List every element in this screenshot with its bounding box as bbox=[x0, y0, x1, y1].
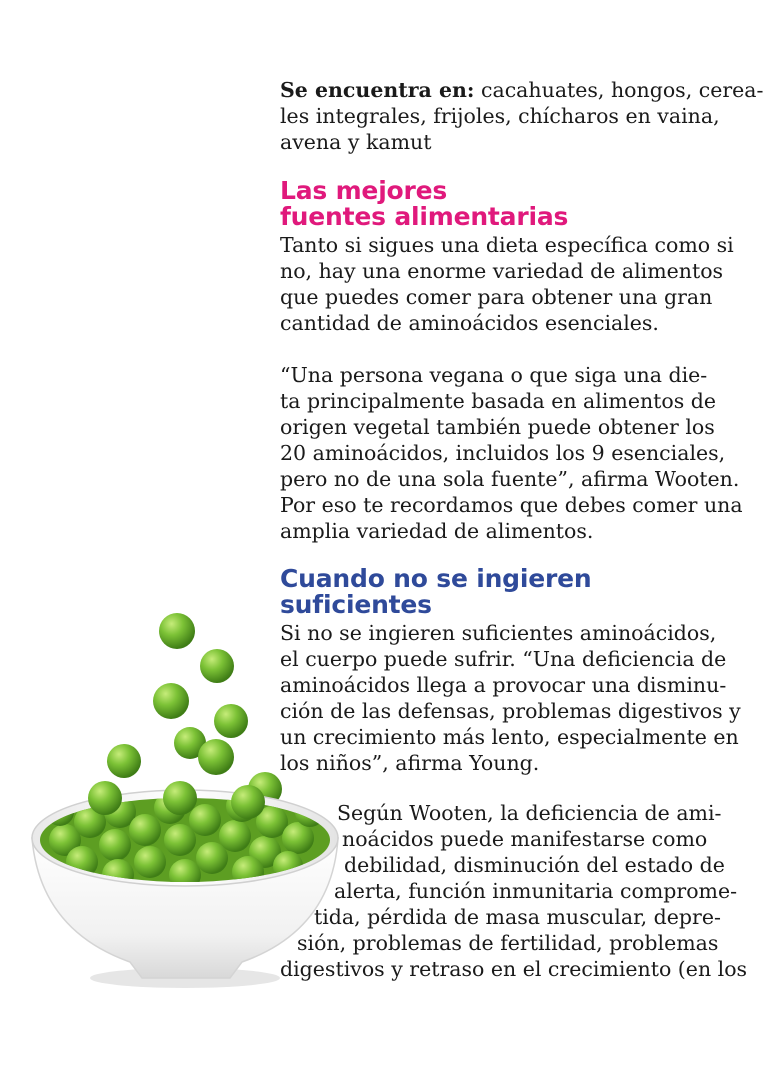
best-sources-paragraph-1 bbox=[280, 232, 734, 336]
insufficient-paragraph-2 bbox=[280, 800, 748, 982]
text-line: amplia variedad de alimentos. bbox=[280, 519, 594, 543]
falling-peas bbox=[107, 613, 282, 806]
text-line: digestivos y retraso en el crecimiento (en los bbox=[280, 957, 748, 981]
text-line: “Una persona vegana o que siga una die- bbox=[280, 363, 708, 387]
text-line: sión, problemas de fertilidad, problemas bbox=[297, 931, 719, 955]
heading-line: Cuando no se ingieren bbox=[280, 564, 592, 593]
text-line: tida, pérdida de masa muscular, depre- bbox=[314, 905, 721, 929]
text-line: cantidad de aminoácidos esenciales. bbox=[280, 311, 659, 335]
text-line: que puedes comer para obtener una gran bbox=[280, 285, 713, 309]
text-line: alerta, función inmunitaria comprome- bbox=[334, 879, 738, 903]
text-line: no, hay una enorme variedad de alimentos bbox=[280, 259, 724, 283]
text-line: Tanto si sigues una dieta específica como si bbox=[280, 233, 734, 257]
text-line: Si no se ingieren suficientes aminoácidos, bbox=[280, 621, 717, 645]
bowl-of-peas-image bbox=[20, 600, 340, 1000]
heading-line: fuentes alimentarias bbox=[280, 202, 569, 231]
intro-label: Se encuentra en: bbox=[280, 78, 475, 102]
intro-line-3: avena y kamut bbox=[280, 130, 432, 154]
text-line: Según Wooten, la deficiencia de ami- bbox=[337, 801, 722, 825]
text-line: debilidad, disminución del estado de bbox=[344, 853, 725, 877]
text-line: ta principalmente basada en alimentos de bbox=[280, 389, 717, 413]
intro-line-1 bbox=[280, 77, 764, 103]
insufficient-paragraph-1 bbox=[280, 620, 741, 776]
intro-paragraph bbox=[280, 77, 764, 155]
intro-text-1: cacahuates, hongos, cerea- bbox=[474, 78, 764, 102]
text-line: 20 aminoácidos, incluidos los 9 esenciales, bbox=[280, 441, 726, 465]
intro-line-2: les integrales, frijoles, chícharos en vaina, bbox=[280, 104, 720, 128]
section-heading-best-sources bbox=[280, 178, 568, 230]
text-line: el cuerpo puede sufrir. “Una deficiencia de bbox=[280, 647, 727, 671]
heading-line: Las mejores bbox=[280, 176, 448, 205]
heading-line: suficientes bbox=[280, 590, 432, 619]
text-line: noácidos puede manifestarse como bbox=[342, 827, 708, 851]
text-line: ción de las defensas, problemas digestivos y bbox=[280, 699, 741, 723]
best-sources-paragraph-2 bbox=[280, 362, 743, 544]
text-line: aminoácidos llega a provocar una disminu- bbox=[280, 673, 727, 697]
text-line: un crecimiento más lento, especialmente en bbox=[280, 725, 739, 749]
text-line: origen vegetal también puede obtener los bbox=[280, 415, 715, 439]
text-line: pero no de una sola fuente”, afirma Wooten. bbox=[280, 467, 740, 491]
text-line: los niños”, afirma Young. bbox=[280, 751, 540, 775]
text-line: Por eso te recordamos que debes comer una bbox=[280, 493, 743, 517]
